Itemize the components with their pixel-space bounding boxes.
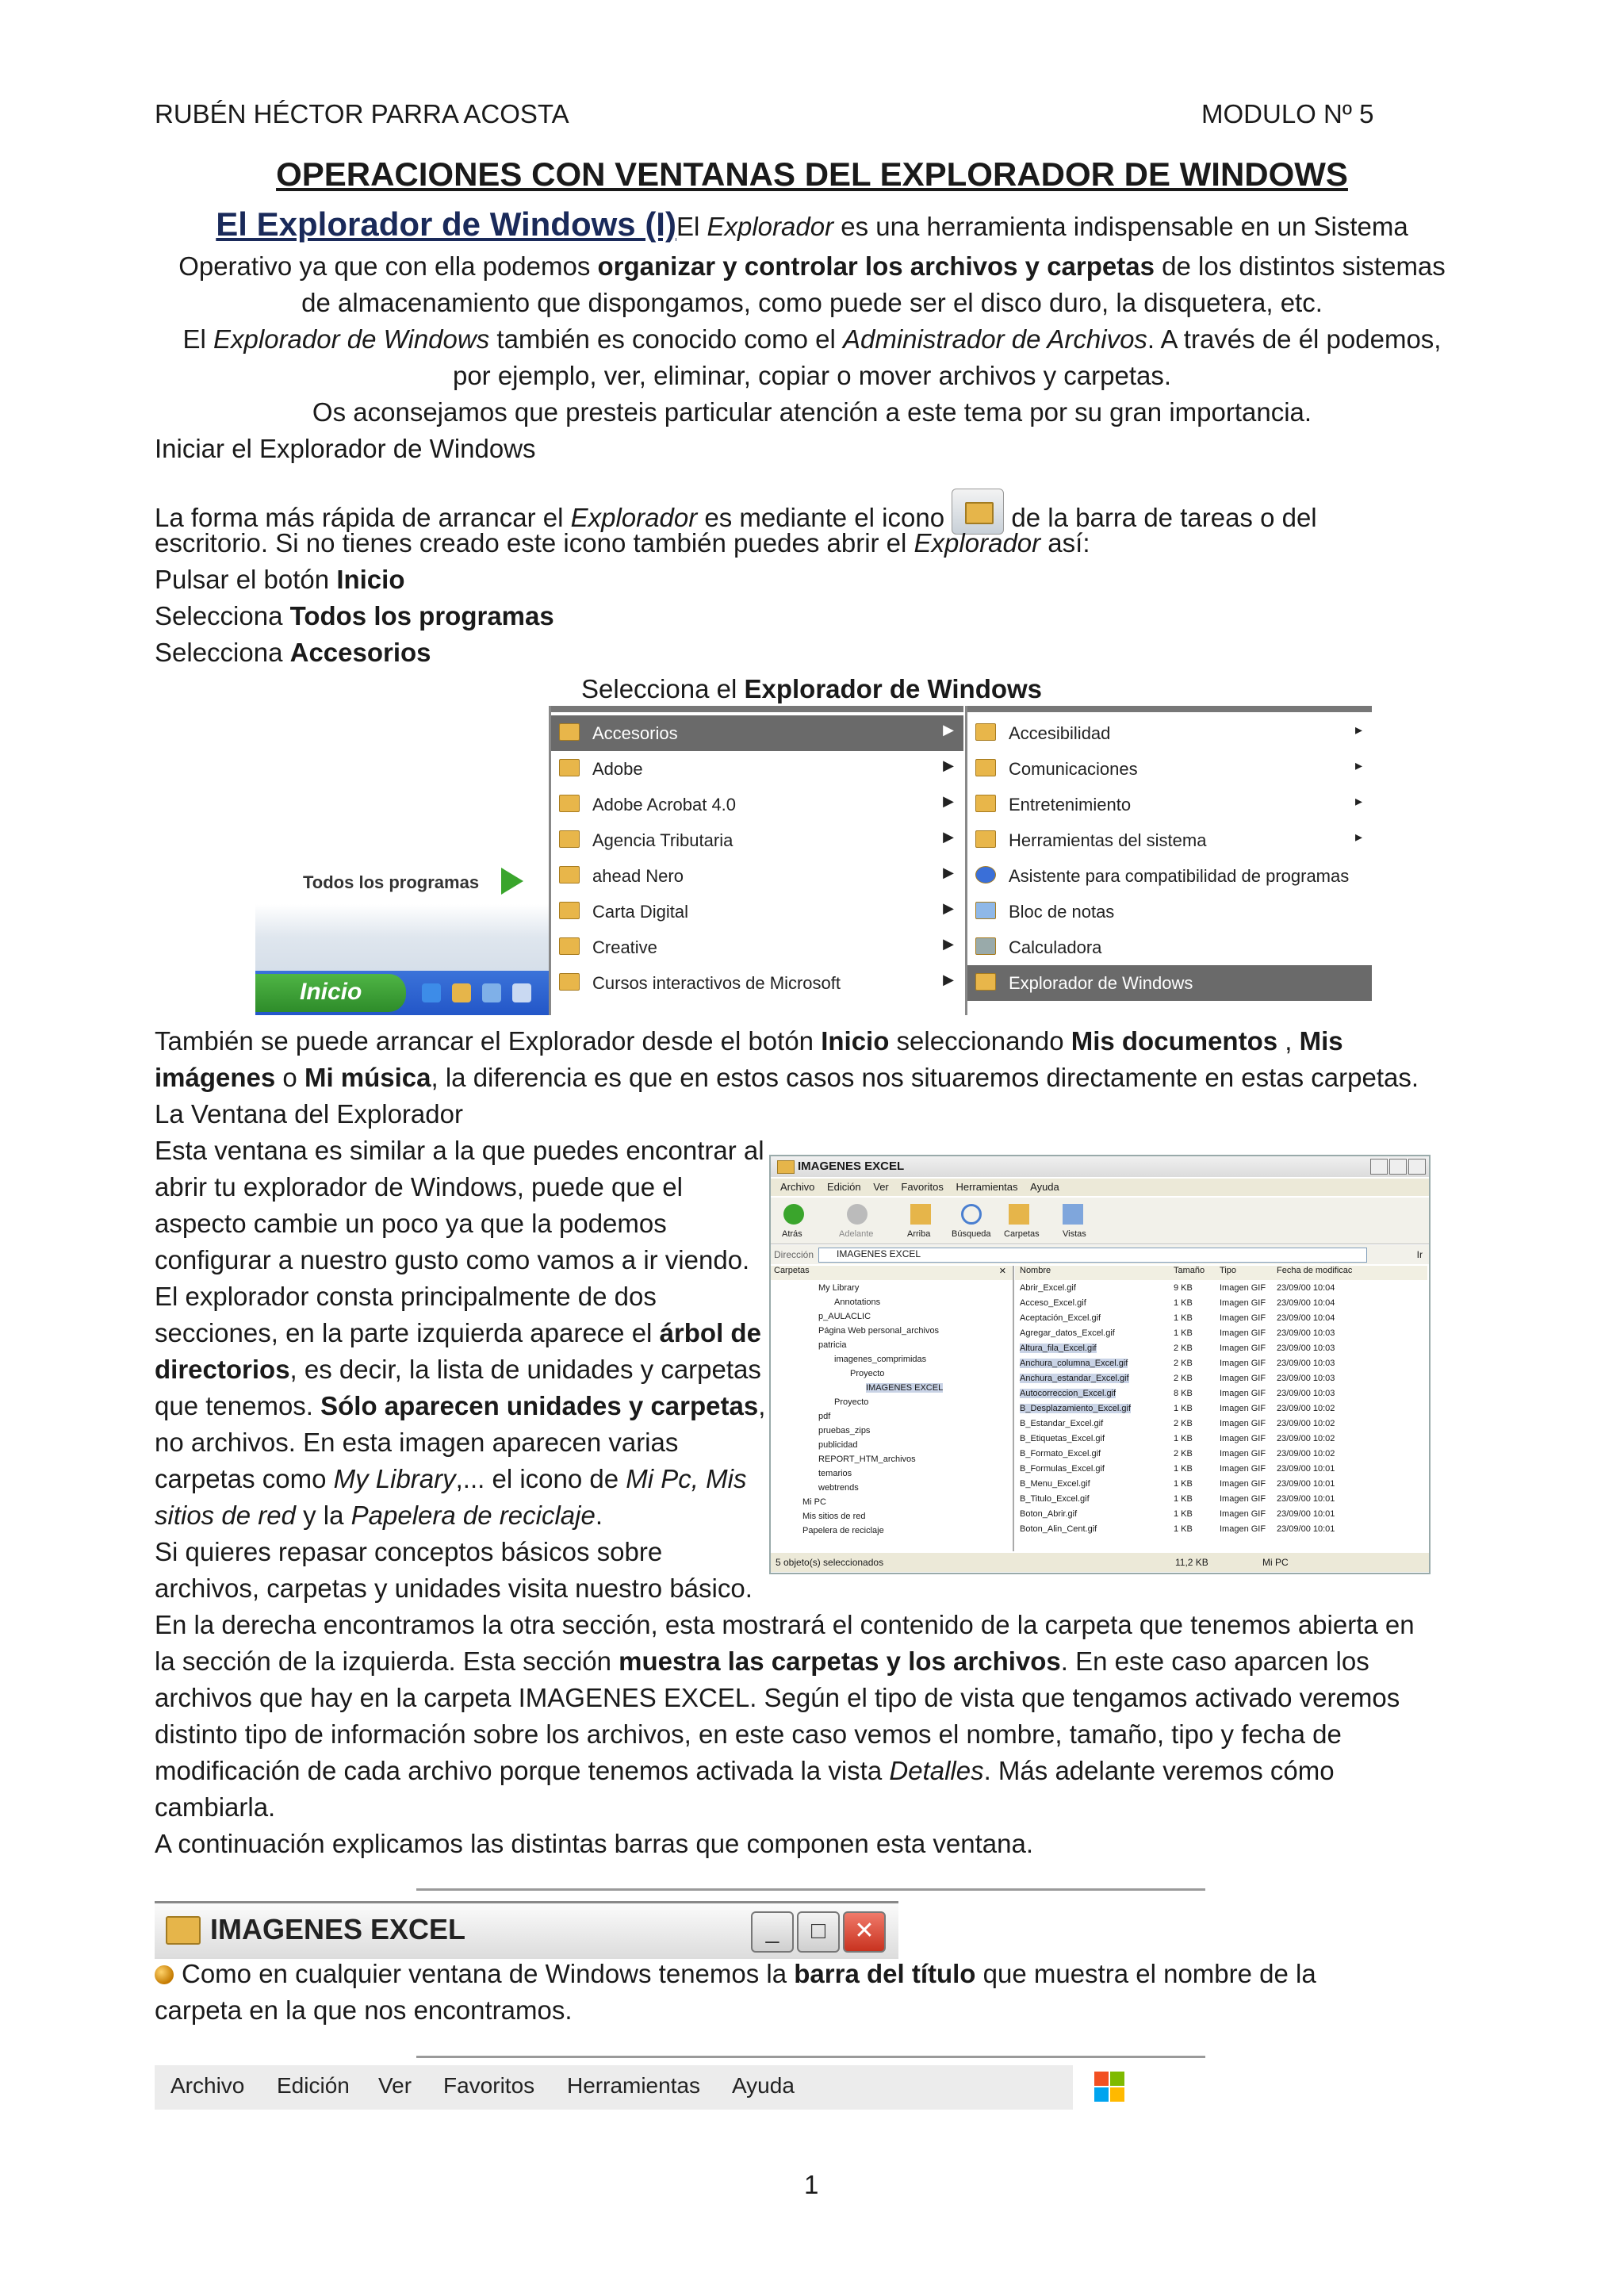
folder-icon[interactable] [452,983,471,1002]
back-icon[interactable] [783,1204,804,1225]
arrow-right-icon [501,868,523,895]
file-cell: Anchura_columna_Excel.gif [1020,1359,1128,1368]
menu-item-explorador[interactable]: Explorador de Windows [967,965,1372,1001]
file-row[interactable] [1015,1479,1427,1493]
menu-item[interactable]: Cursos interactivos de Microsoft ▶ [551,965,963,1001]
file-row[interactable] [1015,1434,1427,1448]
app-icon[interactable] [512,983,531,1002]
titlebar-desc: Como en cualquier ventana de Windows tenemos la barra del título que muestra el nombre de la [155,1956,1503,1992]
explorer-menubar [771,1179,1429,1196]
programs-submenu [549,706,963,1015]
file-cell: B_Etiquetas_Excel.gif [1020,1434,1105,1443]
file-cell: Acceso_Excel.gif [1020,1298,1086,1308]
file-cell: 23/09/00 10:03 [1277,1328,1335,1338]
file-cell: Abrir_Excel.gif [1020,1283,1076,1293]
menu-item[interactable]: Herramientas del sistema ▸ [967,822,1372,858]
up-folder-icon[interactable] [910,1204,931,1225]
close-button[interactable]: ✕ [843,1911,886,1953]
file-cell: Altura_fila_Excel.gif [1020,1343,1097,1353]
tree-item[interactable]: pruebas_zips [818,1426,871,1435]
file-cell: 1 KB [1174,1313,1193,1323]
menu-edicion[interactable]: Edición [277,2073,350,2098]
file-cell: 23/09/00 10:01 [1277,1524,1335,1534]
file-list [1015,1266,1427,1551]
file-cell: Imagen GIF [1220,1524,1266,1534]
explorer-titlebar: IMAGENES EXCEL [771,1156,1429,1177]
menu-item-accesorios[interactable]: Accesorios ▶ [551,715,963,751]
folder-icon [777,1160,795,1174]
tree-item[interactable]: imagenes_comprimidas [834,1355,927,1364]
file-row[interactable] [1015,1419,1427,1433]
menu-item[interactable]: Adobe Acrobat 4.0 ▶ [551,787,963,822]
right-line-2: la sección de la izquierda. Esta sección muestra las carpetas y los archivos. En este caso aparcen los [155,1646,1369,1676]
file-row[interactable] [1015,1464,1427,1478]
start-line-1: La forma más rápida de arrancar el Explorador es mediante el icono de la barra de tareas o del [155,489,1503,536]
start-line-2: escritorio. Si no tienes creado este icono también puedes abrir el Explorador así: [155,528,1090,558]
file-row[interactable] [1015,1283,1427,1297]
file-cell: 23/09/00 10:01 [1277,1464,1335,1474]
intro-line-4: El Explorador de Windows también es conocido como el Administrador de Archivos. A través de él podemos, [182,324,1442,354]
window-line: Esta ventana es similar a la que puedes encontrar al [155,1136,764,1165]
tree-item[interactable]: pdf [818,1412,831,1421]
file-cell: 1 KB [1174,1434,1193,1443]
file-cell: Imagen GIF [1220,1449,1266,1458]
maximize-button[interactable] [1389,1159,1407,1175]
menu-item[interactable]: Agencia Tributaria ▶ [551,822,963,858]
file-cell: Imagen GIF [1220,1419,1266,1428]
file-row[interactable] [1015,1343,1427,1358]
window-line: que tenemos. Sólo aparecen unidades y carpetas, [155,1391,766,1420]
tree-item[interactable]: publicidad [818,1440,858,1450]
file-cell: Imagen GIF [1220,1494,1266,1504]
file-cell: 1 KB [1174,1524,1193,1534]
window-line: abrir tu explorador de Windows, puede que el [155,1172,683,1202]
tree-header: Carpetas ✕ [771,1266,1013,1280]
right-line-4: distinto tipo de información sobre los archivos, en este caso vemos el nombre, tamaño, tipo y fecha de [155,1719,1342,1749]
file-cell: 23/09/00 10:02 [1277,1449,1335,1458]
file-cell: 1 KB [1174,1404,1193,1413]
file-row[interactable] [1015,1298,1427,1313]
file-row[interactable] [1015,1524,1427,1539]
forward-icon[interactable] [847,1204,868,1225]
col-size[interactable]: Tamaño [1174,1266,1205,1275]
file-cell: Autocorreccion_Excel.gif [1020,1389,1116,1398]
tree-item[interactable]: Proyecto [834,1397,869,1407]
subheading-ventana: La Ventana del Explorador [155,1099,463,1129]
header-module: MODULO Nº 5 [1201,99,1374,128]
right-line-3: archivos que hay en la carpeta IMAGENES EXCEL. Según el tipo de vista que tengamos activado veremos [155,1683,1400,1712]
file-cell: 23/09/00 10:04 [1277,1313,1335,1323]
window-line: archivos, carpetas y unidades visita nuestro básico. [155,1573,753,1603]
divider [416,1888,1205,1891]
menu-ver[interactable]: Ver [378,2073,412,2098]
file-cell: Imagen GIF [1220,1343,1266,1353]
tree-item[interactable]: Mis sitios de red [802,1512,866,1521]
file-row[interactable] [1015,1509,1427,1524]
explorer-toolbar: Atrás Adelante Arriba Búsqueda Carpetas Vistas [771,1198,1429,1244]
file-cell: 1 KB [1174,1494,1193,1504]
menu-item[interactable]: Calculadora [967,930,1372,965]
window-line: no archivos. En esta imagen aparecen varias [155,1428,679,1457]
start-button[interactable]: Inicio [255,974,406,1012]
window-line: aspecto cambie un poco ya que la podemos [155,1209,667,1238]
titlebar-image: IMAGENES EXCEL _ □ ✕ [155,1901,898,1959]
minimize-button[interactable]: _ [751,1911,794,1953]
file-cell: 8 KB [1174,1389,1193,1398]
media-icon[interactable] [482,983,501,1002]
file-row[interactable] [1015,1449,1427,1463]
file-cell: Boton_Abrir.gif [1020,1509,1078,1519]
views-icon[interactable] [1063,1204,1083,1225]
tree-item[interactable]: Annotations [834,1297,881,1307]
file-cell: B_Formulas_Excel.gif [1020,1464,1105,1474]
window-line: secciones, en la parte izquierda aparece el árbol de [155,1318,761,1347]
window-line: configurar a nuestro gusto como vamos a ir viendo. [155,1245,750,1274]
tree-item[interactable]: Papelera de reciclaje [802,1526,884,1535]
file-cell: 23/09/00 10:04 [1277,1298,1335,1308]
close-button[interactable] [1408,1159,1426,1175]
menu-archivo[interactable]: Archivo [780,1181,815,1193]
file-cell: 23/09/00 10:02 [1277,1434,1335,1443]
minimize-button[interactable] [1370,1159,1388,1175]
right-line-6: cambiarla. [155,1792,276,1822]
file-cell: 23/09/00 10:01 [1277,1479,1335,1489]
windows-logo-icon [1075,2065,1147,2110]
tree-item-selected[interactable]: IMAGENES EXCEL [866,1383,944,1393]
window-line: Si quieres repasar conceptos básicos sobre [155,1537,663,1566]
explorer-window-screenshot [769,1155,1431,1574]
intro-line-3: de almacenamiento que dispongamos, como puede ser el disco duro, la disquetera, etc. [301,288,1323,317]
file-cell: 23/09/00 10:04 [1277,1283,1335,1293]
right-line-1: En la derecha encontramos la otra sección, esta mostrará el contenido de la carpeta que tenemos abierta en [155,1610,1415,1639]
menu-favoritos[interactable]: Favoritos [901,1181,944,1193]
col-date[interactable]: Fecha de modificac [1277,1266,1353,1275]
file-cell: 23/09/00 10:03 [1277,1374,1335,1383]
tree-item[interactable]: patricia [818,1340,847,1350]
go-button[interactable]: Ir [1416,1249,1423,1260]
menu-item[interactable]: Bloc de notas [967,894,1372,930]
file-cell: Imagen GIF [1220,1328,1266,1338]
file-list-header [1015,1266,1427,1280]
also-line-1: También se puede arrancar el Explorador desde el botón Inicio seleccionando Mis documentos , Mis [155,1026,1343,1056]
file-row[interactable] [1015,1313,1427,1328]
step-2: Selecciona Todos los programas [155,601,554,631]
folder-tree [771,1266,1014,1551]
file-cell: 1 KB [1174,1479,1193,1489]
tree-item[interactable]: REPORT_HTM_archivos [818,1455,916,1464]
file-cell: 1 KB [1174,1464,1193,1474]
section-heading: El Explorador de Windows (I) [216,205,676,243]
menu-archivo[interactable]: Archivo [170,2073,245,2098]
subheading-iniciar: Iniciar el Explorador de Windows [155,434,536,463]
tree-item[interactable]: webtrends [818,1483,859,1493]
menu-item[interactable]: Accesibilidad ▸ [967,715,1372,751]
file-cell: Imagen GIF [1220,1434,1266,1443]
menu-item[interactable]: ahead Nero ▶ [551,858,963,894]
file-cell: 23/09/00 10:02 [1277,1404,1335,1413]
address-input[interactable]: IMAGENES EXCEL [818,1248,1367,1263]
file-cell: 23/09/00 10:01 [1277,1509,1335,1519]
file-cell: 2 KB [1174,1374,1193,1383]
menu-item[interactable]: Asistente para compatibilidad de programas [967,858,1372,894]
file-cell: 1 KB [1174,1509,1193,1519]
file-cell: Imagen GIF [1220,1509,1266,1519]
intro-line-2: Operativo ya que con ella podemos organizar y controlar los archivos y carpetas de los distintos sistemas [178,251,1446,281]
address-bar: Dirección IMAGENES EXCEL Ir [771,1245,1429,1264]
intro-line-6: Os aconsejamos que presteis particular atención a este tema por su gran importancia. [312,397,1312,427]
maximize-button[interactable]: □ [797,1911,840,1953]
right-line-5: modificación de cada archivo porque tenemos activada la vista Detalles. Más adelante veremos cómo [155,1756,1335,1785]
file-cell: Imagen GIF [1220,1359,1266,1368]
file-cell: Imagen GIF [1220,1464,1266,1474]
window-line: directorios, es decir, la lista de unidades y carpetas [155,1355,761,1384]
tree-item[interactable]: My Library [818,1283,860,1293]
file-cell: B_Estandar_Excel.gif [1020,1419,1104,1428]
file-cell: Imagen GIF [1220,1404,1266,1413]
file-cell: Imagen GIF [1220,1313,1266,1323]
also-line-2: imágenes o Mi música, la diferencia es que en estos casos nos situaremos directamente en estas carpetas. [155,1063,1419,1092]
all-programs-item[interactable]: Todos los programas [255,858,541,904]
menubar-image [155,2065,1073,2110]
file-cell: 1 KB [1174,1298,1193,1308]
intro-line-1: El Explorador de Windows (I)El Explorador es una herramienta indispensable en un Sistema [216,205,1408,243]
tree-item[interactable]: temarios [818,1469,852,1478]
menu-item[interactable]: Entretenimiento ▸ [967,787,1372,822]
tree-item[interactable]: p_AULACLIC [818,1312,871,1321]
intro-line-5: por ejemplo, ver, eliminar, copiar o mover archivos y carpetas. [452,361,1172,390]
file-cell: 2 KB [1174,1343,1193,1353]
tree-item[interactable]: Página Web personal_archivos [818,1326,940,1336]
file-cell: 1 KB [1174,1328,1193,1338]
file-row[interactable] [1015,1404,1427,1418]
menu-item[interactable]: Comunicaciones ▸ [967,751,1372,787]
step-4: Selecciona el Explorador de Windows [581,674,1043,703]
folder-icon [166,1916,201,1945]
file-row[interactable] [1015,1389,1427,1403]
page-title: OPERACIONES CON VENTANAS DEL EXPLORADOR DE WINDOWS [276,155,1348,193]
file-cell: 9 KB [1174,1283,1193,1293]
file-cell: B_Formato_Excel.gif [1020,1449,1101,1458]
file-cell: 23/09/00 10:03 [1277,1359,1335,1368]
right-line-7: A continuación explicamos las distintas barras que componen esta ventana. [155,1829,1033,1858]
titlebar-desc-2: carpeta en la que nos encontramos. [155,1995,573,2025]
file-cell: Imagen GIF [1220,1283,1266,1293]
step-3: Selecciona Accesorios [155,638,431,667]
bullet-icon [155,1965,174,1984]
tree-item[interactable]: Mi PC [802,1497,826,1507]
step-1: Pulsar el botón Inicio [155,565,405,594]
tree-item[interactable]: Proyecto [850,1369,885,1378]
menu-item[interactable]: Adobe ▶ [551,751,963,787]
file-cell: 23/09/00 10:03 [1277,1343,1335,1353]
file-row[interactable] [1015,1494,1427,1508]
file-cell: B_Menu_Excel.gif [1020,1479,1090,1489]
menu-ayuda[interactable]: Ayuda [1030,1181,1059,1193]
col-type[interactable]: Tipo [1220,1266,1236,1275]
file-cell: B_Titulo_Excel.gif [1020,1494,1090,1504]
file-cell: Boton_Alin_Cent.gif [1020,1524,1097,1534]
file-cell: Imagen GIF [1220,1389,1266,1398]
file-cell: 2 KB [1174,1449,1193,1458]
page-number: 1 [804,2170,819,2199]
file-cell: 23/09/00 10:03 [1277,1389,1335,1398]
file-row[interactable] [1015,1328,1427,1343]
file-cell: Agregar_datos_Excel.gif [1020,1328,1115,1338]
file-cell: 2 KB [1174,1419,1193,1428]
file-cell: B_Desplazamiento_Excel.gif [1020,1404,1132,1413]
window-line: carpetas como My Library,... el icono de Mi Pc, Mis [155,1464,747,1493]
accessories-submenu [965,706,1372,1015]
folders-icon[interactable] [1009,1204,1029,1225]
divider [416,2056,1205,2058]
file-row[interactable] [1015,1359,1427,1373]
file-cell: Aceptación_Excel.gif [1020,1313,1101,1323]
ie-icon[interactable] [422,983,441,1002]
status-bar: 5 objeto(s) seleccionados 11,2 KB Mi PC [771,1553,1429,1572]
menu-herramientas[interactable]: Herramientas [956,1181,1018,1193]
window-line: sitios de red y la Papelera de reciclaje. [155,1501,603,1530]
file-cell: Imagen GIF [1220,1374,1266,1383]
menu-favoritos[interactable]: Favoritos [443,2073,535,2098]
window-line: El explorador consta principalmente de dos [155,1282,657,1311]
file-cell: 2 KB [1174,1359,1193,1368]
search-icon[interactable] [961,1204,982,1225]
start-menu-screenshot [255,706,1369,1015]
file-cell: Anchura_estandar_Excel.gif [1020,1374,1129,1383]
menu-item[interactable]: Carta Digital ▶ [551,894,963,930]
menu-ver[interactable]: Ver [873,1181,889,1193]
file-cell: 23/09/00 10:02 [1277,1419,1335,1428]
file-cell: Imagen GIF [1220,1298,1266,1308]
file-cell: Imagen GIF [1220,1479,1266,1489]
header-author: RUBÉN HÉCTOR PARRA ACOSTA [155,99,569,128]
menu-ayuda[interactable]: Ayuda [732,2073,795,2098]
menu-item[interactable]: Creative ▶ [551,930,963,965]
menu-herramientas[interactable]: Herramientas [567,2073,701,2098]
col-name[interactable]: Nombre [1020,1266,1051,1275]
taskbar [255,971,549,1015]
file-row[interactable] [1015,1374,1427,1388]
menu-edicion[interactable]: Edición [826,1181,861,1193]
file-cell: 23/09/00 10:01 [1277,1494,1335,1504]
